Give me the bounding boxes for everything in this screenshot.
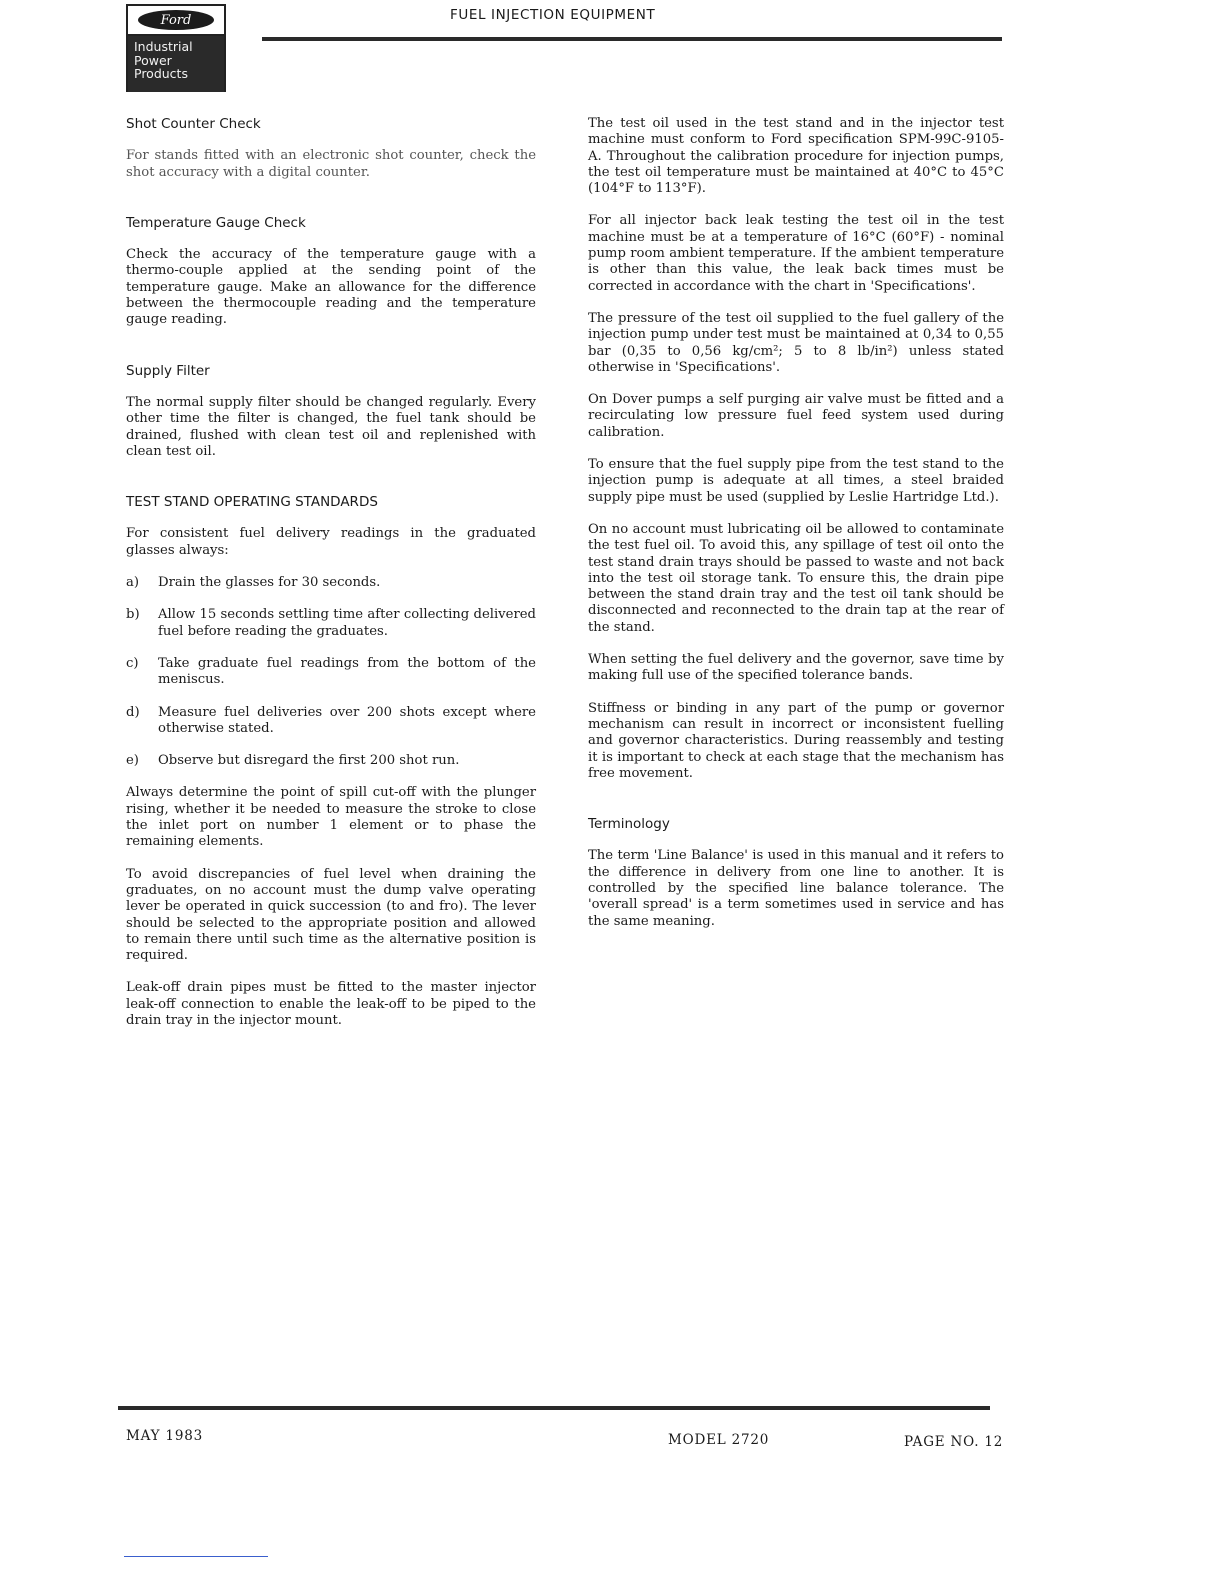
spill-cutoff-paragraph: Always determine the point of spill cut-off with the plunger rising, whether it be needed to measure the stroke to close the inlet port on number 1 element or to phase the remaining elements. [126, 785, 536, 850]
shot-counter-body: For stands fitted with an electronic shot counter, check the shot accuracy with a digital counter. [126, 148, 536, 180]
temperature-gauge-heading: Temperature Gauge Check [126, 214, 306, 231]
dover-paragraph: On Dover pumps a self purging air valve must be fitted and a recirculating low pressure fuel feed system used during calibration. [588, 392, 1004, 440]
logo-line-2: Power [134, 52, 172, 68]
stiffness-paragraph: Stiffness or binding in any part of the pump or governor mechanism can result in incorrect or inconsistent fuelling and governor characteristics. During reassembly and testing it is important to check at each stage that the mechanism has free movement. [588, 700, 1004, 781]
footer-model: MODEL 2720 [668, 1432, 770, 1448]
list-item [126, 705, 536, 738]
header-divider [262, 37, 1002, 41]
supply-pipe-paragraph: To ensure that the fuel supply pipe from the test stand to the injection pump is adequate at all times, a steel braided supply pipe must be used (supplied by Leslie Hartridge Ltd.). [588, 457, 1004, 505]
back-leak-paragraph: For all injector back leak testing the test oil in the test machine must be at a temperature of 16°C (60°F) - nominal pump room ambient temperature. If the ambient temperature is other than this value, the leak back times must be corrected in accordance with the chart in 'Specifications'. [588, 213, 1004, 294]
pressure-paragraph: The pressure of the test oil supplied to the fuel gallery of the injection pump under test must be maintained at 0,34 to 0,55 bar (0,35 to 0,56 kg/cm²; 5 to 8 lb/in²) unless stated otherwise in 'Specifications'. [588, 310, 1004, 375]
bottom-link-underline [124, 1556, 268, 1557]
ford-logo [126, 4, 226, 92]
list-item-label: a) [126, 575, 140, 591]
list-item [126, 656, 536, 689]
list-item-label: c) [126, 655, 139, 671]
supply-filter-heading: Supply Filter [126, 362, 210, 379]
list-item-text: Take graduate fuel readings from the bottom of the meniscus. [158, 655, 536, 688]
governor-paragraph: When setting the fuel delivery and the governor, save time by making full use of the specified tolerance bands. [588, 652, 1004, 684]
list-item-text: Drain the glasses for 30 seconds. [158, 575, 381, 591]
ford-oval-badge [128, 6, 224, 36]
terminology-body: The term 'Line Balance' is used in this manual and it refers to the difference in delivery from one line to another. It is controlled by the specified line balance tolerance. The 'overall spread' is a term sometimes used in service and has the same meaning. [588, 848, 1004, 929]
terminology-heading: Terminology [588, 816, 670, 833]
industrial-power-products-panel [128, 36, 224, 92]
operating-standards-heading: TEST STAND OPERATING STANDARDS [126, 494, 378, 511]
supply-filter-body: The normal supply filter should be changed regularly. Every other time the filter is changed, the fuel tank should be drained, flushed with clean test oil and replenished with clean test oil. [126, 394, 536, 459]
leakoff-paragraph: Leak-off drain pipes must be fitted to the master injector leak-off connection to enable the leak-off to be piped to the drain tray in the injector mount. [126, 980, 536, 1028]
list-item-label: e) [126, 753, 139, 769]
list-item [126, 575, 536, 591]
right-column [588, 116, 1004, 946]
temperature-gauge-body: Check the accuracy of the temperature gauge with a thermo-couple applied at the sending point of the temperature gauge. Make an allowance for the difference between the thermocouple reading and the temperature gauge reading. [126, 247, 536, 328]
list-item-text: Measure fuel deliveries over 200 shots except where otherwise stated. [158, 704, 536, 736]
footer-date: MAY 1983 [126, 1428, 203, 1444]
page-header-title: FUEL INJECTION EQUIPMENT [450, 7, 656, 23]
list-item-text: Observe but disregard the first 200 shot run. [158, 753, 460, 769]
footer-divider [118, 1406, 990, 1410]
discrepancies-paragraph: To avoid discrepancies of fuel level when draining the graduates, on no account must the dump valve operating lever be operated in quick succession (to and fro). The lever should be selected to the appropriate position and allowed to remain there until such time as the alternative position is required. [126, 866, 536, 964]
logo-line-1: Industrial [134, 39, 193, 54]
list-item-label: d) [126, 704, 140, 720]
operating-standards-intro: For consistent fuel delivery readings in the graduated glasses always: [126, 526, 536, 558]
left-column [126, 116, 536, 1045]
test-oil-paragraph: The test oil used in the test stand and in the injector test machine must conform to Ford specification SPM-99C-9105-A. Throughout the calibration procedure for injection pumps, the test oil temperature must be maintained at 40°C to 45°C (104°F to 113°F). [588, 116, 1004, 197]
list-item [126, 753, 536, 769]
list-item-text: Allow 15 seconds settling time after collecting delivered fuel before reading the graduates. [158, 607, 536, 639]
lubricating-oil-paragraph: On no account must lubricating oil be allowed to contaminate the test fuel oil. To avoid this, any spillage of test oil onto the test stand drain trays should be passed to waste and not back into the test oil storage tank. To ensure this, the drain pipe between the stand drain tray and the test oil tank should be disconnected and reconnected to the drain tap at the rear of the stand. [588, 521, 1004, 635]
shot-counter-heading: Shot Counter Check [126, 116, 261, 132]
list-item-label: b) [126, 607, 140, 623]
list-item [126, 607, 536, 640]
ford-oval-text: Ford [138, 10, 214, 30]
footer-page-number: PAGE NO. 12 [904, 1434, 1004, 1450]
logo-line-3: Products [134, 66, 188, 81]
